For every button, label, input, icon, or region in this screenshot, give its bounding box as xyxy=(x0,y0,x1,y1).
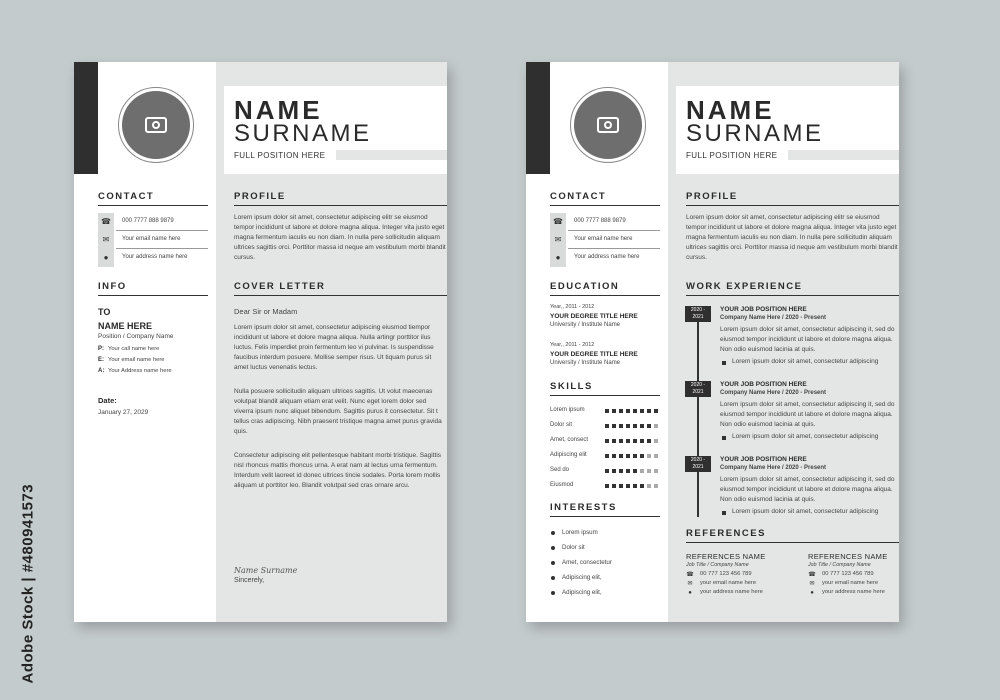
to-label: TO xyxy=(98,307,111,317)
rating-dot-filled xyxy=(612,484,616,488)
rating-dot-filled xyxy=(619,409,623,413)
reference-phone: 00 777 123 456 789 xyxy=(822,571,874,577)
rating-dot-filled xyxy=(612,439,616,443)
contact-address: Your address name here xyxy=(122,254,188,260)
rating-dot-empty xyxy=(654,439,658,443)
rating-dot-filled xyxy=(647,409,651,413)
contact-rule xyxy=(550,205,660,206)
stock-watermark xyxy=(8,470,44,690)
education-heading: EDUCATION xyxy=(550,281,620,292)
profile-heading: PROFILE xyxy=(234,191,286,202)
first-name: NAME xyxy=(234,95,323,125)
reference-job: Job Title / Company Name xyxy=(686,562,749,568)
rating-dot-filled xyxy=(626,424,630,428)
contact-heading: CONTACT xyxy=(550,191,607,202)
rating-dot-filled xyxy=(626,484,630,488)
education-degree: YOUR DEGREE TITLE HERE xyxy=(550,351,638,358)
timeline-line xyxy=(697,312,699,517)
contact-phone: 000 7777 888 9879 xyxy=(122,218,174,224)
position-title: FULL POSITION HERE xyxy=(686,151,778,160)
job-bullet: Lorem ipsum dolor sit amet, consectetur adipiscing xyxy=(732,433,879,440)
contact-email: Your email name here xyxy=(122,236,181,242)
date-value: January 27, 2029 xyxy=(98,409,149,416)
skill-name: Eiusmod xyxy=(550,482,574,488)
reference-email: your email name here xyxy=(822,580,879,586)
rating-dot-filled xyxy=(626,469,630,473)
reference-address: your address name here xyxy=(700,589,763,595)
rating-dot-filled xyxy=(654,409,658,413)
surname: SURNAME xyxy=(686,120,824,147)
date-label: Date: xyxy=(98,396,117,405)
rating-dot-filled xyxy=(640,424,644,428)
reference-name: REFERENCES NAME xyxy=(686,552,766,561)
phone-icon: ☎ xyxy=(686,572,694,578)
profile-text: Lorem ipsum dolor sit amet, consectetur adipiscing elitr se eiusmod tempor incididunt ut labore et dolore magna aliqua. Integer vita justo eget magna fermentum iaculis eu non diam. In nulla pere sollicitudin aliquam ultrices sagittis orci. Porttitor massa id neque am vestibulum morbi blandit cursus. xyxy=(686,214,898,262)
contact-email: Your email name here xyxy=(574,236,633,242)
phone-icon: ☎ xyxy=(808,572,816,578)
recipient-name: NAME HERE xyxy=(98,321,153,331)
job-title: YOUR JOB POSITION HERE xyxy=(720,456,807,463)
rating-dot-filled xyxy=(626,409,630,413)
phone-icon: ☎ xyxy=(553,217,563,226)
rating-dot-filled xyxy=(612,469,616,473)
rating-dot-filled xyxy=(619,484,623,488)
profile-heading: PROFILE xyxy=(686,191,738,202)
camera-icon xyxy=(597,117,619,133)
reference-name: REFERENCES NAME xyxy=(808,552,888,561)
interest-item: Lorem ipsum xyxy=(562,529,598,536)
rating-dot-filled xyxy=(605,454,609,458)
camera-icon xyxy=(145,117,167,133)
info-rule xyxy=(98,295,208,296)
skill-rating xyxy=(605,439,658,443)
a-label: A: xyxy=(98,368,105,374)
date-badge: 2020 - 2021 xyxy=(685,306,711,322)
rating-dot-filled xyxy=(619,439,623,443)
rating-dot-filled xyxy=(633,409,637,413)
skill-name: Sed do xyxy=(550,467,570,473)
rating-dot-filled xyxy=(647,424,651,428)
skill-name: Lorem ipsum xyxy=(550,407,585,413)
reference-phone: 00 777 123 456 789 xyxy=(700,571,752,577)
rating-dot-empty xyxy=(654,424,658,428)
contact-rule xyxy=(98,205,208,206)
interest-item: Adipiscing elit, xyxy=(562,574,602,581)
recipient-email: Your email name here xyxy=(108,357,165,363)
cover-letter-rule xyxy=(234,295,447,296)
email-icon: ✉ xyxy=(687,581,693,587)
interest-item: Dolor sit xyxy=(562,544,585,551)
job-title: YOUR JOB POSITION HERE xyxy=(720,306,807,313)
profile-text: Lorem ipsum dolor sit amet, consectetur adipiscing elitr se eiusmod tempor incididunt ut labore et dolore magna aliqua. Integer vita justo eget magna fermentum iaculis eu non diam. In nulla pere sollicitudin aliquam ultrices sagittis orci. Porttitor massa id neque am vestibulum morbi blandit cursus. xyxy=(234,214,446,262)
accent-bar xyxy=(526,62,550,174)
e-label: E: xyxy=(98,357,104,363)
position-bar xyxy=(336,150,447,160)
cover-letter-page xyxy=(74,62,447,622)
date-badge: 2020 - 2021 xyxy=(685,456,711,472)
bullet-icon xyxy=(551,561,555,565)
job-description: Lorem ipsum dolor sit amet, consectetur adipiscing it, sed do eiusmod tempor incididunt ut labore et dolore magna aliqua. Non odio euismod lacinia at quis. xyxy=(720,401,895,429)
education-years: Year,, 2011 - 2012 xyxy=(550,342,595,348)
reference-job: Job Title / Company Name xyxy=(808,562,871,568)
location-icon: ● xyxy=(103,253,109,262)
rating-dot-empty xyxy=(654,484,658,488)
skills-rule xyxy=(550,395,660,396)
signature: Name Surname xyxy=(234,566,298,575)
interest-item: Adipiscing elit, xyxy=(562,589,602,596)
date-badge: 2020 - 2021 xyxy=(685,381,711,397)
email-icon: ✉ xyxy=(554,235,562,244)
rating-dot-empty xyxy=(640,469,644,473)
bullet-icon xyxy=(722,436,726,440)
divider xyxy=(116,248,208,249)
rating-dot-filled xyxy=(633,454,637,458)
job-company: Company Name Here / 2020 - Present xyxy=(720,390,827,396)
salutation: Dear Sir or Madam xyxy=(234,307,298,316)
location-icon: ● xyxy=(810,590,814,596)
letter-paragraph: Nulla posuere sollicitudin aliquam ultrices sagittis. Ut volut maecenas volutpat blandit aliquam etiam erat velit. Nunc eget lorem dolor sed viverra ipsum nunc aliquet bibendum. Sagittis purus it consectetur. Sit t tellus cras adipiscing. Nibh praesent tristique magna amet purus gravida quis. xyxy=(234,388,442,436)
bullet-icon xyxy=(722,361,726,365)
rating-dot-filled xyxy=(619,469,623,473)
education-degree: YOUR DEGREE TITLE HERE xyxy=(550,313,638,320)
rating-dot-filled xyxy=(633,484,637,488)
job-title: YOUR JOB POSITION HERE xyxy=(720,381,807,388)
profile-rule xyxy=(234,205,447,206)
contact-phone: 000 7777 888 9879 xyxy=(574,218,626,224)
rating-dot-empty xyxy=(647,469,651,473)
first-name: NAME xyxy=(686,95,775,125)
phone-icon: ☎ xyxy=(101,217,111,226)
interest-item: Amet, consectetur xyxy=(562,559,612,566)
location-icon: ● xyxy=(555,253,561,262)
rating-dot-empty xyxy=(647,454,651,458)
divider xyxy=(568,230,660,231)
bullet-icon xyxy=(551,531,555,535)
rating-dot-filled xyxy=(640,484,644,488)
rating-dot-filled xyxy=(626,439,630,443)
bullet-icon xyxy=(551,591,555,595)
sincerely: Sincerely, xyxy=(234,577,265,584)
watermark-text: Adobe Stock | #480941573 xyxy=(19,483,37,684)
bullet-icon xyxy=(551,546,555,550)
job-company: Company Name Here / 2020 - Present xyxy=(720,315,827,321)
resume-page xyxy=(526,62,899,622)
contact-heading: CONTACT xyxy=(98,191,155,202)
location-icon: ● xyxy=(688,590,692,596)
education-school: University / Institute Name xyxy=(550,360,621,366)
references-rule xyxy=(686,542,899,543)
bullet-icon xyxy=(551,576,555,580)
interests-rule xyxy=(550,516,660,517)
rating-dot-filled xyxy=(640,454,644,458)
position-title: FULL POSITION HERE xyxy=(234,151,326,160)
skill-rating xyxy=(605,469,658,473)
position-bar xyxy=(788,150,899,160)
work-experience-rule xyxy=(686,295,899,296)
rating-dot-filled xyxy=(633,424,637,428)
rating-dot-filled xyxy=(605,424,609,428)
rating-dot-filled xyxy=(647,439,651,443)
rating-dot-filled xyxy=(626,454,630,458)
rating-dot-filled xyxy=(619,424,623,428)
email-icon: ✉ xyxy=(809,581,815,587)
skill-name: Adipiscing elit xyxy=(550,452,587,458)
contact-address: Your address name here xyxy=(574,254,640,260)
cover-letter-heading: COVER LETTER xyxy=(234,281,326,292)
divider xyxy=(568,248,660,249)
skills-heading: SKILLS xyxy=(550,381,593,392)
education-rule xyxy=(550,295,660,296)
info-heading: INFO xyxy=(98,281,127,292)
education-school: University / Institute Name xyxy=(550,322,621,328)
recipient-position: Position / Company Name xyxy=(98,333,174,340)
skill-rating xyxy=(605,484,658,488)
divider xyxy=(116,230,208,231)
job-description: Lorem ipsum dolor sit amet, consectetur adipiscing it, sed do eiusmod tempor incididunt ut labore et dolore magna aliqua. Non odio euismod lacinia at quis. xyxy=(720,476,895,504)
rating-dot-filled xyxy=(633,469,637,473)
rating-dot-filled xyxy=(605,469,609,473)
reference-email: your email name here xyxy=(700,580,757,586)
job-bullet: Lorem ipsum dolor sit amet, consectetur adipiscing xyxy=(732,358,879,365)
skill-rating xyxy=(605,454,658,458)
profile-rule xyxy=(686,205,899,206)
recipient-address: Your Address name here xyxy=(108,368,172,374)
rating-dot-filled xyxy=(619,454,623,458)
accent-bar xyxy=(74,62,98,174)
interests-heading: INTERESTS xyxy=(550,502,617,513)
recipient-phone: Your call name here xyxy=(108,346,160,352)
p-label: P: xyxy=(98,346,104,352)
job-company: Company Name Here / 2020 - Present xyxy=(720,465,827,471)
reference-address: your address name here xyxy=(822,589,885,595)
work-experience-heading: WORK EXPERIENCE xyxy=(686,281,803,292)
job-bullet: Lorem ipsum dolor sit amet, consectetur adipiscing xyxy=(732,508,879,515)
rating-dot-filled xyxy=(605,409,609,413)
references-heading: REFERENCES xyxy=(686,528,766,539)
skill-name: Amet, consect xyxy=(550,437,589,443)
letter-paragraph: Consectetur adipiscing elit pellentesque habitant morbi tristique. Sagittis nisl rhoncus mattis rhoncus urna. A erat nam at lectus urna fermentum. Interdum velit laoreet id donec ultrices tincie sodales. Porta lorem mollis aliquam ut porttitor leo. Blandit volutpat sed cras ornare arcu. xyxy=(234,452,442,490)
rating-dot-empty xyxy=(654,469,658,473)
rating-dot-empty xyxy=(647,484,651,488)
rating-dot-filled xyxy=(612,454,616,458)
rating-dot-filled xyxy=(605,439,609,443)
letter-paragraph: Lorem ipsum dolor sit amet, consectetur adipiscing eiusmod tiempor incididunt ut labore et dolore magna aliqua. Nulla artingr porttitor ilus luctus. Felis imperdiet proin fermentum leo vi pulvinar. Is suspendisse faucibus interdum posuere. Mollise semper risus. Ut tiquam purus sit amet luctus venenatis lectus. xyxy=(234,324,434,372)
rating-dot-filled xyxy=(612,409,616,413)
surname: SURNAME xyxy=(234,120,372,147)
skill-rating xyxy=(605,409,658,413)
rating-dot-filled xyxy=(633,439,637,443)
job-description: Lorem ipsum dolor sit amet, consectetur adipiscing it, sed do eiusmod tempor incididunt ut labore et dolore magna aliqua. Non odio euismod lacinia at quis. xyxy=(720,326,895,354)
rating-dot-filled xyxy=(640,409,644,413)
education-years: Year,, 2011 - 2012 xyxy=(550,304,595,310)
skill-name: Dolor sit xyxy=(550,422,573,428)
email-icon: ✉ xyxy=(102,235,110,244)
rating-dot-filled xyxy=(605,484,609,488)
rating-dot-empty xyxy=(654,454,658,458)
bullet-icon xyxy=(722,511,726,515)
skill-rating xyxy=(605,424,658,428)
rating-dot-filled xyxy=(612,424,616,428)
rating-dot-filled xyxy=(640,439,644,443)
